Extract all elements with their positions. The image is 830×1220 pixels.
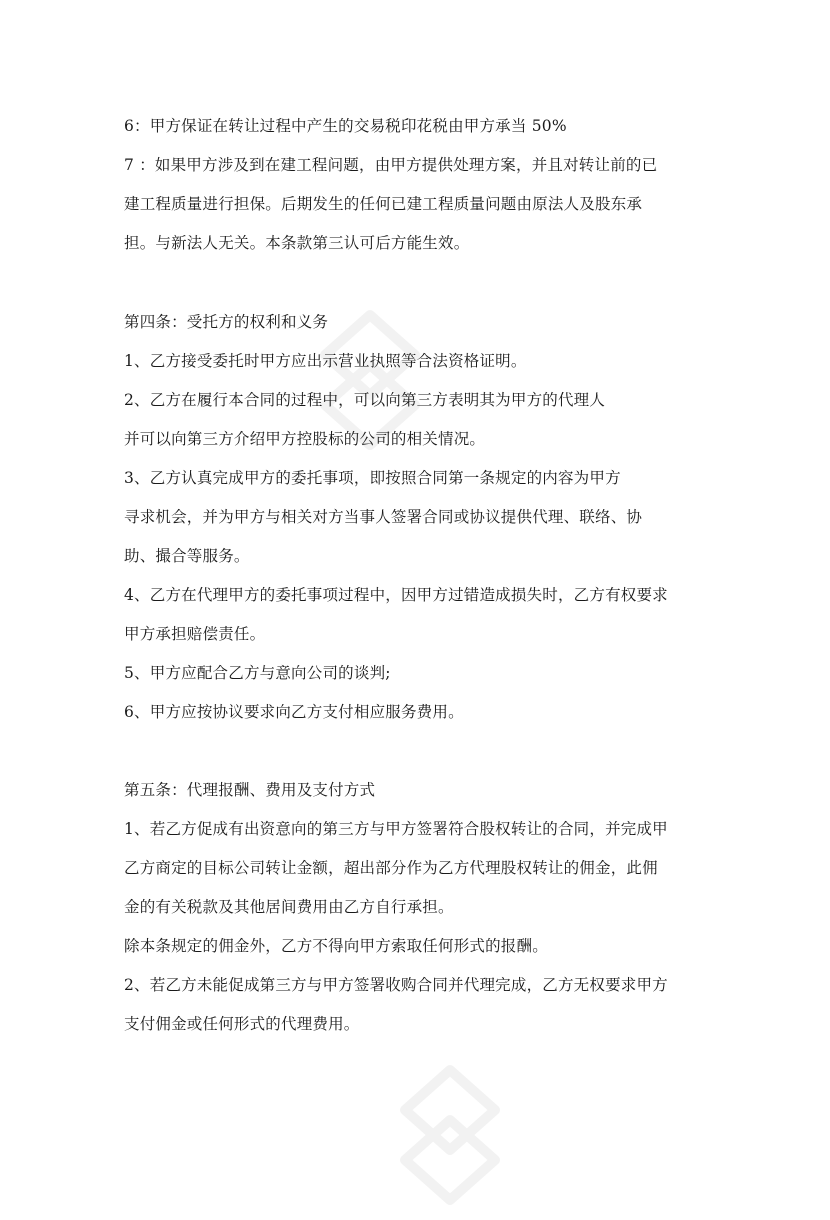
article-5-item-1-line-1: 1、若乙方促成有出资意向的第三方与甲方签署符合股权转让的合同，并完成甲 xyxy=(124,820,668,838)
article-4-item-2-line-1: 2、乙方在履行本合同的过程中，可以向第三方表明其为甲方的代理人 xyxy=(124,391,606,409)
article-4-item-1: 1、乙方接受委托时甲方应出示营业执照等合法资格证明。 xyxy=(124,352,527,370)
article-4-item-6: 6、甲方应按协议要求向乙方支付相应服务费用。 xyxy=(124,703,464,721)
article-5-heading: 第五条：代理报酬、费用及支付方式 xyxy=(124,781,376,799)
clause-7-line-3: 担。与新法人无关。本条款第三认可后方能生效。 xyxy=(124,234,470,252)
article-5-item-1-line-3: 金的有关税款及其他居间费用由乙方自行承担。 xyxy=(124,898,454,916)
article-4-item-3-line-2: 寻求机会，并为甲方与相关对方当事人签署合同或协议提供代理、联络、协 xyxy=(124,508,643,526)
article-5-item-2-line-2: 支付佣金或任何形式的代理费用。 xyxy=(124,1015,360,1033)
article-4-item-4-line-1: 4、乙方在代理甲方的委托事项过程中，因甲方过错造成损失时，乙方有权要求 xyxy=(124,586,668,604)
article-4-item-5: 5、甲方应配合乙方与意向公司的谈判; xyxy=(124,664,391,682)
article-4-item-3-line-1: 3、乙方认真完成甲方的委托事项，即按照合同第一条规定的内容为甲方 xyxy=(124,469,621,487)
article-4-heading: 第四条：受托方的权利和义务 xyxy=(124,313,329,331)
article-5-item-2-line-1: 2、若乙方未能促成第三方与甲方签署收购合同并代理完成，乙方无权要求甲方 xyxy=(124,976,668,994)
clause-6-line: 6：甲方保证在转让过程中产生的交易税印花税由甲方承当 50% xyxy=(124,117,567,135)
clause-7-line-2: 建工程质量进行担保。后期发生的任何已建工程质量问题由原法人及股东承 xyxy=(124,195,643,213)
article-5-note: 除本条规定的佣金外，乙方不得向甲方索取任何形式的报酬。 xyxy=(124,937,548,955)
watermark-logo-icon xyxy=(385,1050,515,1220)
article-4-item-2-line-2: 并可以向第三方介绍甲方控股标的公司的相关情况。 xyxy=(124,430,486,448)
clause-7-line-1: 7 ：如果甲方涉及到在建工程问题，由甲方提供处理方案，并且对转让前的已 xyxy=(124,156,658,174)
article-4-item-4-line-2: 甲方承担赔偿责任。 xyxy=(124,625,266,643)
article-4-item-3-line-3: 助、撮合等服务。 xyxy=(124,547,250,565)
article-5-item-1-line-2: 乙方商定的目标公司转让金额，超出部分作为乙方代理股权转让的佣金，此佣 xyxy=(124,859,658,877)
